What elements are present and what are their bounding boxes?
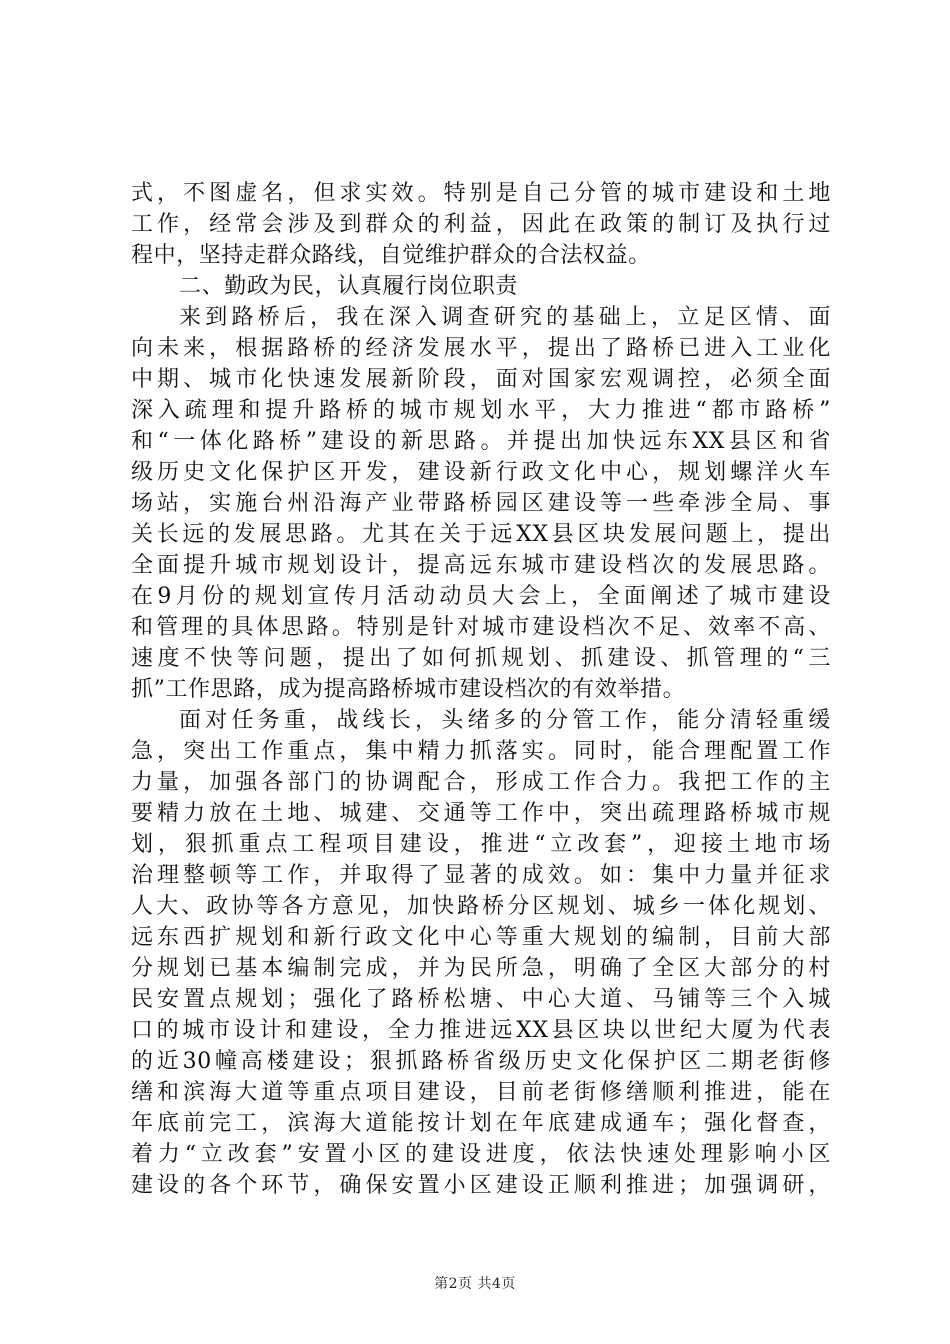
text-line: 建设的各个环节，确保安置小区建设正顺利推进；加强调研， — [131, 1173, 831, 1198]
text-line: 抓”工作思路，成为提高路桥城市建设档次的有效举措。 — [131, 677, 686, 702]
text-line: 缮和滨海大道等重点项目建设，目前老街修缮顺利推进，能在 — [131, 1080, 831, 1105]
text-line: 民安置点规划；强化了路桥松塘、中心大道、马铺等三个入城 — [131, 987, 831, 1012]
text-line: 场站，实施台州沿海产业带路桥园区建设等一些牵涉全局、事 — [131, 491, 831, 516]
text-line: 人大、政协等各方意见，加快路桥分区规划、城乡一体化规划、 — [131, 894, 831, 919]
text-line: 要精力放在土地、城建、交通等工作中，突出疏理路桥城市规 — [131, 801, 831, 826]
text-line: 关长远的发展思路。尤其在关于远XX县区块发展问题上，提出 — [131, 522, 831, 547]
text-line: 中期、城市化快速发展新阶段，面对国家宏观调控，必须全面 — [131, 367, 831, 392]
text-line: 式，不图虚名，但求实效。特别是自己分管的城市建设和土地 — [131, 181, 831, 206]
text-line: 年底前完工，滨海大道能按计划在年底建成通车；强化督查， — [131, 1111, 831, 1136]
text-line: 全面提升城市规划设计，提高远东城市建设档次的发展思路。 — [131, 553, 831, 578]
text-line: 深入疏理和提升路桥的城市规划水平，大力推进“都市路桥” — [131, 398, 831, 423]
text-line: 工作，经常会涉及到群众的利益，因此在政策的制订及执行过 — [131, 212, 831, 237]
text-line: 和管理的具体思路。特别是针对城市建设档次不足、效率不高、 — [131, 615, 831, 640]
text-line: 分规划已基本编制完成，并为民所急，明确了全区大部分的村 — [131, 956, 831, 981]
text-line: 向未来，根据路桥的经济发展水平，提出了路桥已进入工业化 — [131, 336, 831, 361]
text-line: 力量，加强各部门的协调配合，形成工作合力。我把工作的主 — [131, 770, 831, 795]
text-line: 二、勤政为民，认真履行岗位职责 — [179, 274, 519, 299]
text-line: 速度不快等问题，提出了如何抓规划、抓建设、抓管理的“三 — [131, 646, 831, 671]
page-number-footer: 第2页 共4页 — [434, 1276, 516, 1292]
text-line: 程中，坚持走群众路线，自觉维护群众的合法权益。 — [131, 243, 651, 268]
text-line: 和“一体化路桥”建设的新思路。并提出加快远东XX县区和省 — [131, 429, 831, 454]
text-line: 着力“立改套”安置小区的建设进度，依法快速处理影响小区 — [131, 1142, 831, 1167]
text-line: 在9月份的规划宣传月活动动员大会上，全面阐述了城市建设 — [131, 584, 831, 609]
document-body — [131, 178, 831, 1201]
text-line: 治理整顿等工作，并取得了显著的成效。如：集中力量并征求 — [131, 863, 831, 888]
text-line: 远东西扩规划和新行政文化中心等重大规划的编制，目前大部 — [131, 925, 831, 950]
text-line: 来到路桥后，我在深入调查研究的基础上，立足区情、面 — [179, 305, 831, 330]
text-line: 口的城市设计和建设，全力推进远XX县区块以世纪大厦为代表 — [131, 1018, 831, 1043]
text-line: 急，突出工作重点，集中精力抓落实。同时，能合理配置工作 — [131, 739, 831, 764]
text-line: 划，狠抓重点工程项目建设，推进“立改套”，迎接土地市场 — [131, 832, 831, 857]
text-line: 面对任务重，战线长，头绪多的分管工作，能分清轻重缓 — [179, 708, 831, 733]
text-line: 的近30幢高楼建设；狠抓路桥省级历史文化保护区二期老街修 — [131, 1049, 831, 1074]
text-line: 级历史文化保护区开发，建设新行政文化中心，规划螺洋火车 — [131, 460, 831, 485]
